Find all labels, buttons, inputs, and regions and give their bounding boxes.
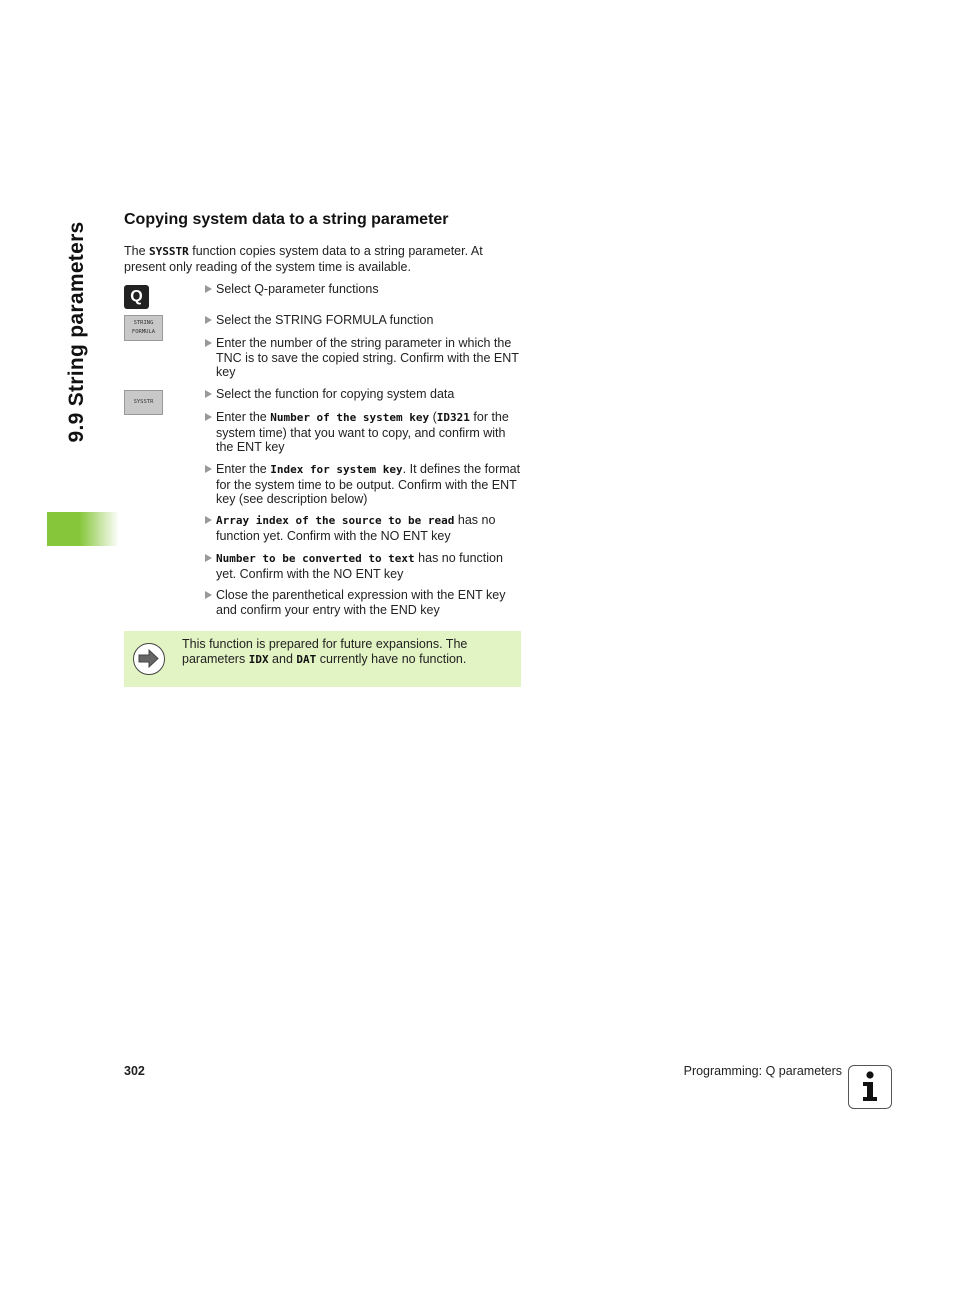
note-text-part: This function is prepared for future expansions. The parameters	[182, 637, 468, 666]
triangle-bullet-icon	[205, 390, 212, 398]
step-text: Enter the number of the string parameter in which the TNC is to save the copied string. Confirm with the ENT key	[216, 336, 519, 379]
step-text-part: Enter the	[216, 410, 271, 424]
step-text-part: (	[429, 410, 437, 424]
step-text-part: for the system time) that you want to copy, and confirm with the ENT key	[216, 410, 509, 454]
note-box	[124, 631, 521, 687]
step-text-part: has no function yet. Confirm with the NO ENT key	[216, 551, 503, 581]
code-index-for-system-key: Index for system key	[270, 463, 403, 476]
code-number-to-text: Number to be converted to text	[216, 552, 415, 565]
step-text-part: . It defines the format for the system time to be output. Confirm with the ENT key (see description below)	[216, 462, 521, 506]
note-text-part: and	[268, 651, 297, 666]
code-id321: ID321	[436, 411, 470, 424]
softkey-sysstr	[124, 390, 163, 415]
step-item	[205, 313, 521, 328]
step-item	[205, 387, 521, 402]
triangle-bullet-icon	[205, 591, 212, 599]
code-dat: DAT	[296, 652, 317, 666]
step-text	[205, 513, 521, 543]
step-item	[205, 410, 521, 455]
step-text	[205, 462, 521, 507]
page-number: 302	[124, 1064, 145, 1078]
step-text: Select Q-parameter functions	[216, 282, 379, 296]
step-text	[205, 410, 521, 455]
triangle-bullet-icon	[205, 516, 212, 524]
step-item	[205, 551, 521, 581]
note-text-part: currently have no function.	[316, 651, 467, 666]
step-text: Select the function for copying system data	[216, 387, 455, 401]
step-item	[205, 462, 521, 507]
code-array-index: Array index of the source to be read	[216, 514, 455, 527]
softkey-string-formula	[124, 315, 163, 341]
note-text	[182, 637, 512, 667]
step-item	[205, 513, 521, 543]
step-item	[205, 282, 521, 297]
triangle-bullet-icon	[205, 285, 212, 293]
q-key: Q	[124, 285, 149, 309]
chapter-tab-marker	[47, 512, 119, 546]
triangle-bullet-icon	[205, 316, 212, 324]
code-idx: IDX	[248, 652, 269, 666]
intro-text: The	[124, 244, 150, 258]
step-item	[205, 336, 521, 380]
step-text: Close the parenthetical expression with the ENT key and confirm your entry with the END key	[216, 588, 506, 617]
triangle-bullet-icon	[205, 413, 212, 421]
softkey-label-line2: FORMULA	[131, 329, 156, 335]
footer-chapter-title: Programming: Q parameters	[683, 1064, 842, 1078]
softkey-label-line1: STRING	[133, 320, 154, 326]
intro-paragraph	[124, 244, 519, 274]
code-sysstr: SYSSTR	[149, 245, 189, 258]
arrow-right-icon	[133, 643, 165, 675]
chapter-side-title: 9.9 String parameters	[65, 221, 88, 443]
info-icon	[848, 1065, 892, 1109]
step-text	[205, 551, 521, 581]
step-item	[205, 588, 521, 617]
step-text-part: Enter the	[216, 462, 271, 476]
triangle-bullet-icon	[205, 339, 212, 347]
triangle-bullet-icon	[205, 554, 212, 562]
intro-text-rest: function copies system data to a string parameter. At present only reading of the system time is available.	[124, 244, 483, 274]
triangle-bullet-icon	[205, 465, 212, 473]
section-heading: Copying system data to a string parameter	[124, 211, 449, 228]
code-number-of-system-key: Number of the system key	[270, 411, 430, 424]
step-text: Select the STRING FORMULA function	[216, 313, 434, 327]
step-text-part: has no function yet. Confirm with the NO ENT key	[216, 513, 496, 543]
softkey-label: SYSSTR	[133, 399, 154, 405]
